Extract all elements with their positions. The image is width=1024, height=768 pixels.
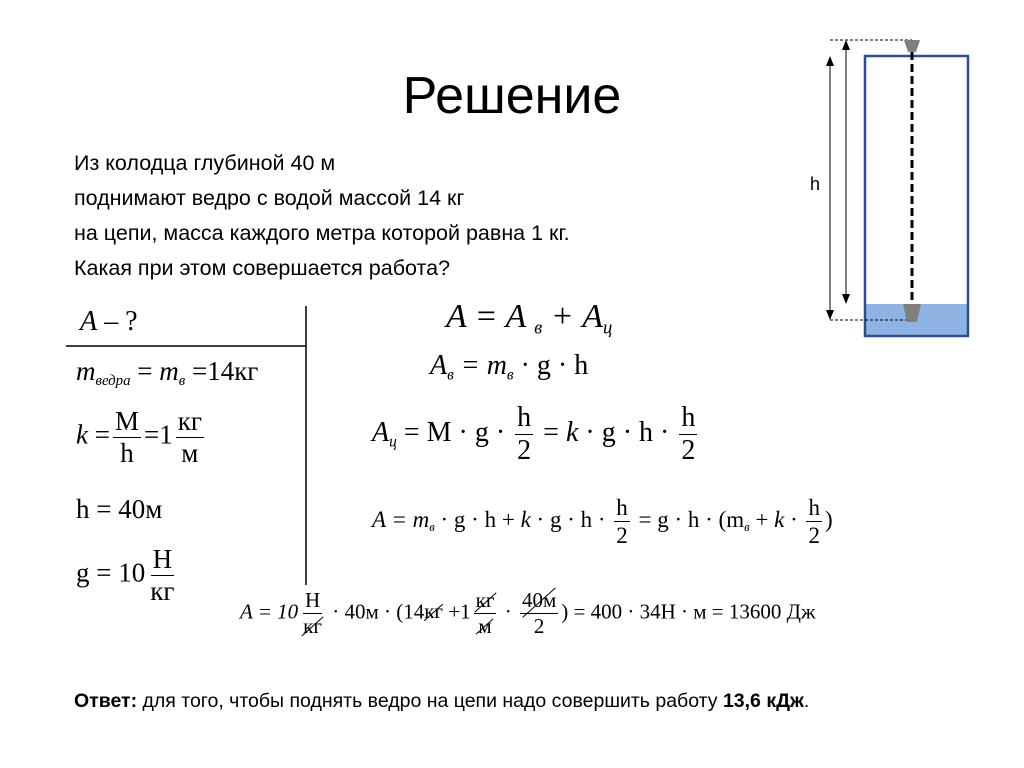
formula-numeric: A = 10 $\frac{Н}{кг}$ · 40м · (14кг +1 $\frac{кг}{м}$ · $\frac{40м}{2}$ ) = 400 · 34Н · м = 13600 Дж [240,588,816,638]
given-h: h = 40м [76,494,163,524]
depth-label: h [810,174,821,194]
given-g: g = 10 $\frac{Н}{кг}$ [76,544,175,606]
task-line-3: на цепи, масса каждого метра которой равна 1 кг. [74,221,570,245]
formula-work-sum: A = A $_в + A_ц$ [446,298,613,339]
task-line-1: Из колодца глубиной 40 м [74,151,336,175]
given-find: A – ? [80,306,138,337]
answer-line: Ответ: для того, чтобы поднять ведро на цепи надо совершить работу 13,6 кДж. [74,690,810,712]
answer-value: 13,6 кДж [722,690,804,712]
formula-work-chain: $A_ц = M \cdot g$ · $\frac{h}{2}$ = k · g · h · $\frac{h}{2}$ [372,402,696,466]
slide-title: Решение [402,67,622,125]
formula-total-work: $A = m_в \cdot g \cdot h + k \cdot g \cdot h$ · $\frac{h}{2}$ = $g \cdot h \cdot (m_в + k$ · $\frac{h}{2}$ ) [372,495,833,548]
formula-work-bucket: $A_в = m_в \cdot g \cdot h$ [430,350,589,384]
answer-text: для того, чтобы поднять ведро на цепи надо совершить работу [137,690,723,712]
answer-label: Ответ: [74,690,138,712]
well-frame [865,56,968,336]
given-mass: $m_{ведра} = m_в =14кг$ [76,356,259,390]
task-line-4: Какая при этом совершается работа? [74,256,451,280]
given-k: k = $\frac{M}{h}$ =1 $\frac{кг}{м}$ [76,406,202,468]
task-line-2: поднимают ведро с водой массой 14 кг [74,186,465,210]
bucket-top-icon [904,40,920,52]
